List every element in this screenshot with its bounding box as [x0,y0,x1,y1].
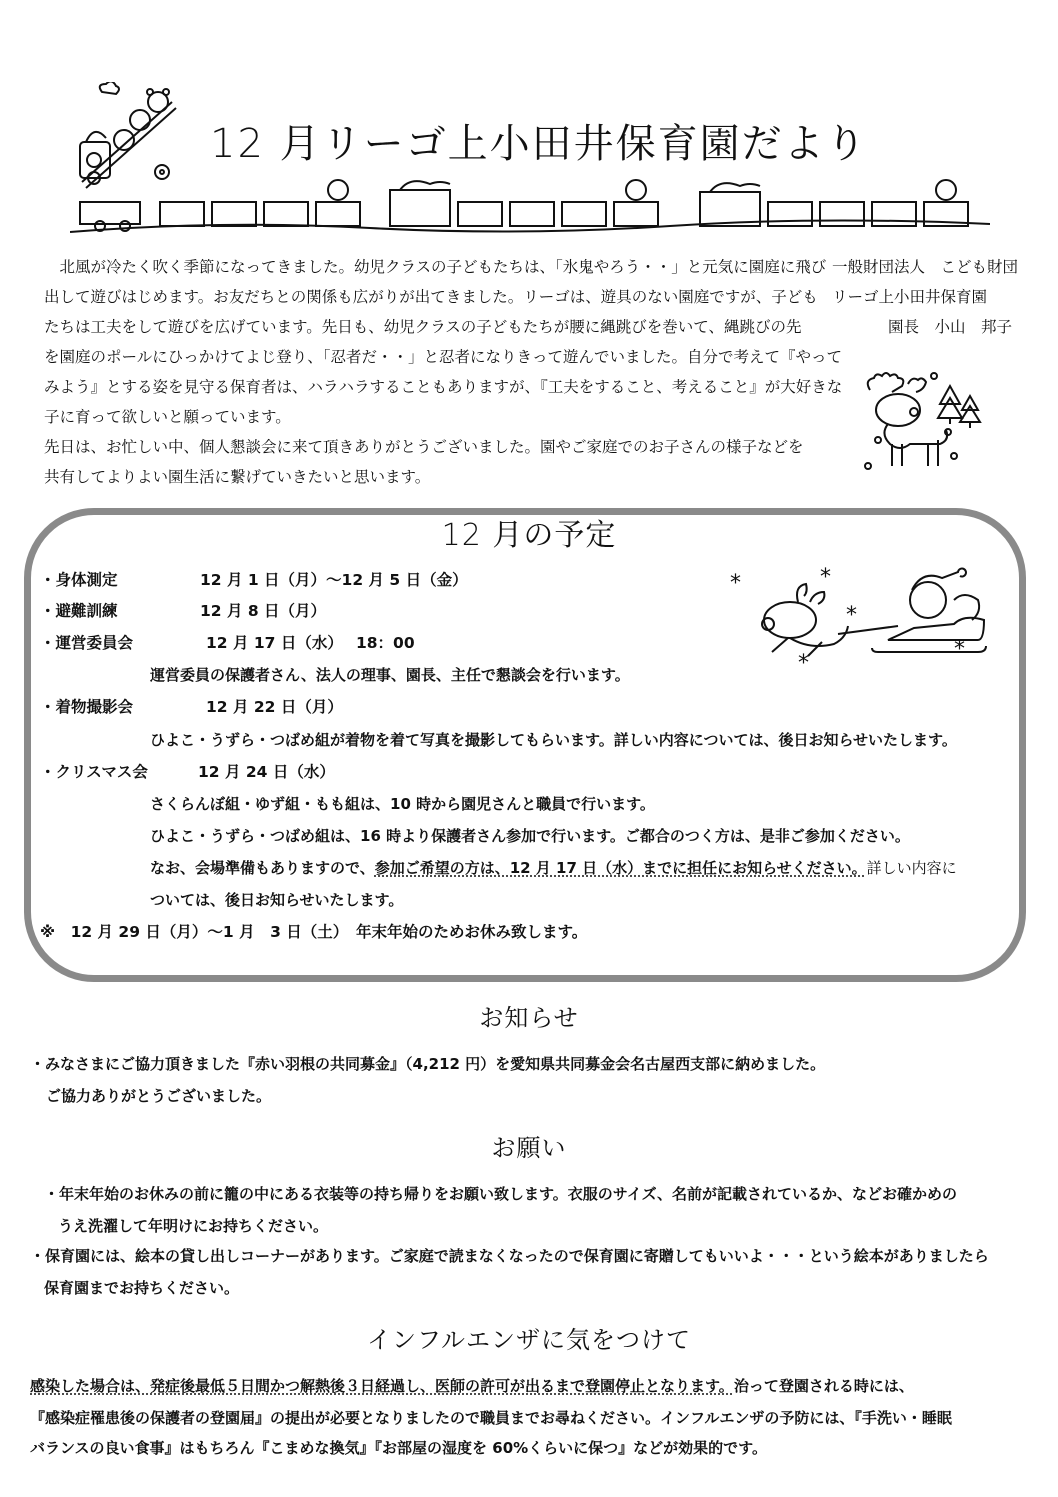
nursery-name: リーゴ上小田井保育園 [832,288,988,306]
svg-text:*: * [954,637,965,662]
request-item-line: うえ洗濯して年明けにお持ちください。 [58,1217,329,1235]
christmas-note-3-pre: なお、会場準備もありますので、 [150,859,375,877]
notice-line: ・みなさまにご協力頂きました『赤い羽根の共同募金』（4,212 円）を愛知県共同募金会名古屋西支部に納めました。 [30,1055,826,1073]
notice-line: ご協力ありがとうございました。 [46,1087,272,1105]
svg-text:*: * [820,565,831,590]
schedule-item-date: 12 月 8 日（月） [200,602,327,620]
intro-line: 出して遊びはじめます。お友だちとの関係も広がりが出てきました。リーゴは、遊具のない園庭ですが、子ども [44,288,818,306]
influenza-line: 『感染症罹患後の保護者の登園届』の提出が必要となりましたので職員までお尋ねください。インフルエンザの予防には、『手洗い・睡眠 [30,1409,952,1427]
christmas-note-1: さくらんぼ組・ゆず組・もも組は、10 時から園児さんと職員で行います。 [150,795,655,813]
schedule-item-date: 12 月 22 日（月） [206,698,343,716]
influenza-line [30,1376,914,1396]
schedule-item [40,633,415,653]
intro-line: たちは工夫をして遊びを広げています。先日も、幼児クラスの子どもたちが腰に縄跳びを巻いて、縄跳びの先 [44,318,802,336]
christmas-note-2: ひよこ・うずら・つばめ組は、16 時より保護者さん参加で行います。ご都合のつく方は、是非ご参加ください。 [150,827,910,845]
schedule-item-label: ・身体測定 [40,571,118,589]
principal-name: 園長 小山 邦子 [888,318,1013,336]
schedule-item [40,570,468,590]
christmas-note-3-post: 詳しい内容に [866,859,957,877]
schedule-item-label: ・避難訓練 [40,602,118,620]
kimono-note: ひよこ・うずら・つばめ組が着物を着て写真を撮影してもらいます。詳しい内容については、後日お知らせいたします。 [150,731,957,749]
schedule-item-date: 12 月 17 日（水） 18：00 [206,634,415,652]
schedule-item-label: ・着物撮影会 [40,698,134,716]
schedule-item-date: 12 月 24 日（水） [198,763,335,781]
influenza-line-1-post: 治って登園される時には、 [733,1377,914,1395]
request-item-line: ・年末年始のお休みの前に籠の中にある衣装等の持ち帰りをお願い致します。衣服のサイズ、名前が記載されているか、などお確かめの [44,1185,958,1203]
svg-text:*: * [846,603,857,628]
intro-line: 子に育って欲しいと願っています。 [44,408,291,426]
reindeer-illustration-icon [858,370,988,480]
request-item-line: 保育園までお持ちください。 [44,1279,240,1297]
christmas-note-3 [150,858,957,878]
request-item-line: ・保育園には、絵本の貸し出しコーナーがあります。ご家庭で読まなくなったので保育園に寄贈してもいいよ・・・という絵本がありましたら [30,1247,989,1265]
newsletter-title: 12 月リーゴ上小田井保育園だより [210,121,868,167]
holiday-note: ※ 12 月 29 日（月）～1 月 3 日（土） 年末年始のためお休み致します。 [40,923,588,941]
intro-message [44,252,843,492]
schedule-item-date: 12 月 1 日（月）～12 月 5 日（金） [200,571,468,589]
committee-note: 運営委員の保護者さん、法人の理事、園長、主任で懇談会を行います。 [150,666,630,684]
santa-sleigh-illustration-icon [728,560,988,670]
schedule-item-label: ・運営委員会 [40,634,134,652]
intro-line: を園庭のポールにひっかけてよじ登り、「忍者だ・・」と忍者になりきって遊んでいました。自分で考えて『やって [44,348,842,366]
influenza-title: インフルエンザに気をつけて [366,1326,692,1354]
request-title: お願い [491,1134,567,1162]
christmas-note-4: ついては、後日お知らせいたします。 [150,891,404,909]
schedule-item [40,697,343,717]
schedule-item [40,601,326,621]
organization-info [832,252,1042,342]
corporation-name: 一般財団法人 こども財団 [832,258,1019,276]
christmas-deadline-emphasis: 参加ご希望の方は、12 月 17 日（水）までに担任にお知らせください。 [374,859,867,877]
influenza-line: バランスの良い食事』はもちろん『こまめな換気』『お部屋の湿度を 60%くらいに保つ』などが効果的です。 [30,1439,767,1457]
intro-line: 共有してよりよい園生活に繋げていきたいと思います。 [44,468,431,486]
intro-line: みよう』とする姿を見守る保育者は、ハラハラすることもありますが、『工夫をすること、考えること』が大好きな [44,378,843,396]
svg-text:*: * [798,651,809,670]
influenza-emphasis: 感染した場合は、発症後最低５日間かつ解熱後３日経過し、医師の許可が出るまで登園停止となります。 [30,1377,734,1395]
svg-text:*: * [730,571,741,596]
notice-title: お知らせ [479,1004,579,1032]
schedule-item-label: ・クリスマス会 [40,763,148,781]
train-border-illustration-icon [70,176,990,236]
schedule-item [40,762,335,782]
intro-line: 先日は、お忙しい中、個人懇談会に来て頂きありがとうございました。園やご家庭でのお子さんの様子などを [44,438,804,456]
schedule-title: 12 月の予定 [441,518,617,553]
intro-line: 北風が冷たく吹く季節になってきました。幼児クラスの子どもたちは、「氷鬼やろう・・」と元気に園庭に飛び [44,258,827,276]
